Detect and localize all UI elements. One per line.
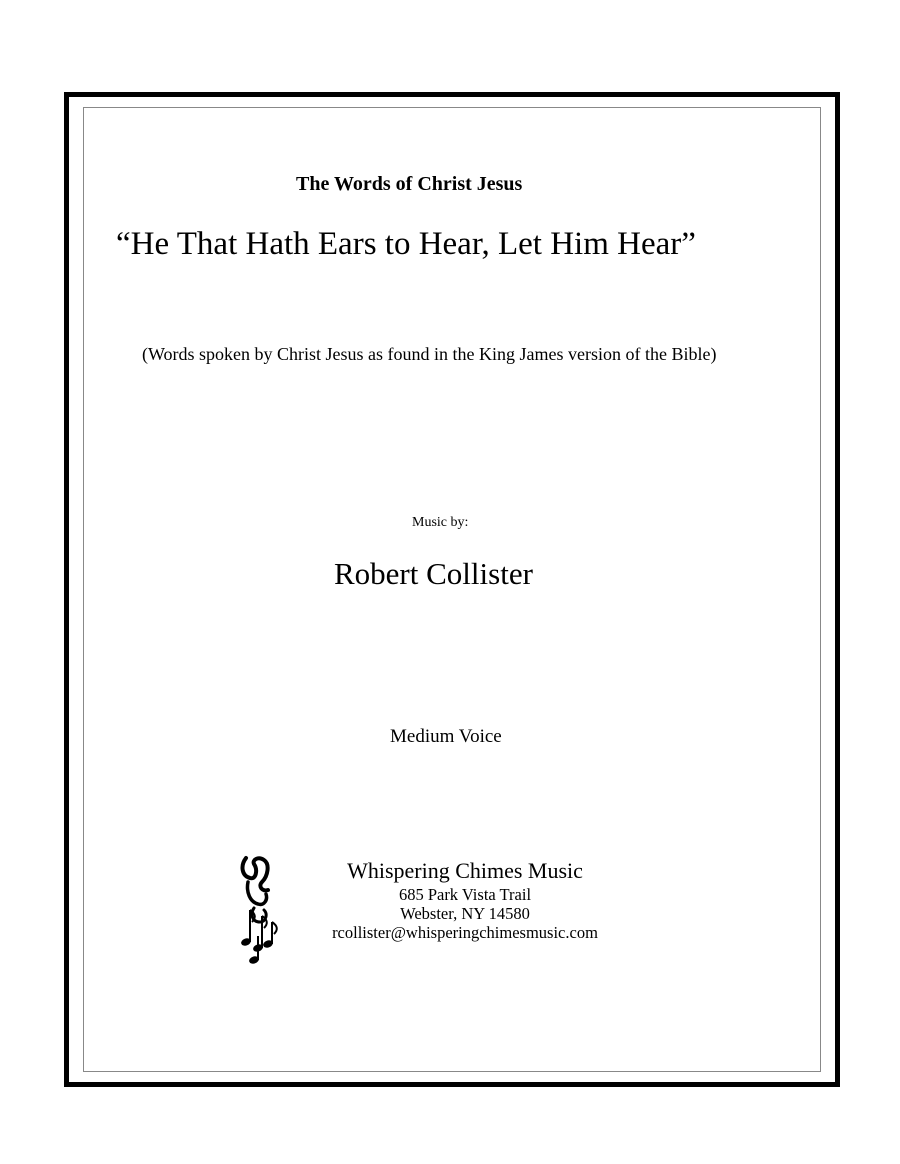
publisher-name: Whispering Chimes Music [347,858,583,883]
publisher-info [300,858,630,943]
publisher-address-line2: Webster, NY 14580 [400,904,530,924]
publisher-email: rcollister@whisperingchimesmusic.com [332,923,598,943]
subtitle: (Words spoken by Christ Jesus as found in the King James version of the Bible) [142,344,717,364]
series-title: The Words of Christ Jesus [296,173,523,195]
composer-name: Robert Collister [334,556,533,591]
music-by-label: Music by: [412,515,469,530]
voice-type: Medium Voice [390,726,502,747]
song-title: “He That Hath Ears to Hear, Let Him Hear” [116,226,696,262]
publisher-address-line1: 685 Park Vista Trail [398,885,532,905]
music-note-logo-icon [236,852,280,966]
